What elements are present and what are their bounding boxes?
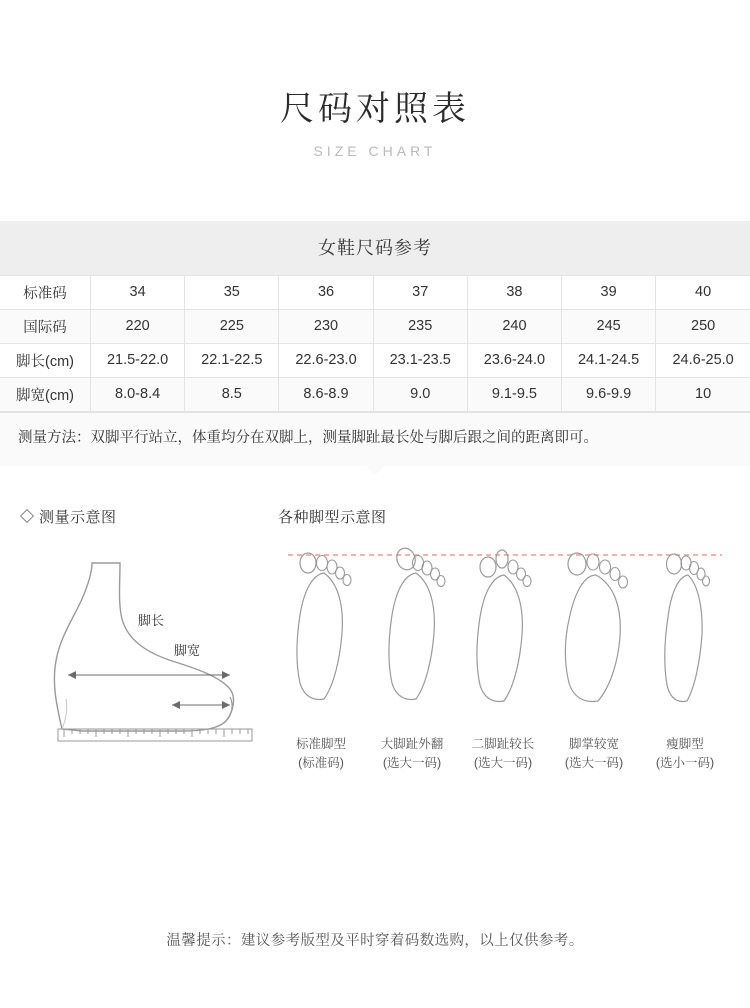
foot-type-item [278, 729, 364, 773]
foot-type-advice: (标准码) [298, 756, 344, 770]
table-cell: 9.0 [373, 377, 467, 411]
size-table-section [0, 221, 750, 467]
table-cell: 245 [562, 309, 656, 343]
table-cell: 22.1-22.5 [185, 343, 279, 377]
foot-measure-diagram [22, 533, 258, 743]
foot-type-advice: (选小一码) [655, 756, 715, 770]
foot-shape-long-second-toe [477, 550, 531, 701]
caret-down-icon [366, 466, 384, 475]
page-subtitle: SIZE CHART [313, 142, 437, 159]
page-header [0, 0, 750, 159]
foot-type-item [551, 729, 637, 773]
table-cell: 23.6-24.0 [467, 343, 561, 377]
foot-type-name: 标准脚型 [295, 737, 346, 752]
table-cell: 220 [91, 309, 185, 343]
table-cell: 8.0-8.4 [91, 377, 185, 411]
table-cell: 35 [185, 275, 279, 309]
table-cell: 225 [185, 309, 279, 343]
table-cell: 230 [279, 309, 373, 343]
table-cell: 37 [373, 275, 467, 309]
size-table [0, 275, 750, 412]
foot-length-label: 脚长 [134, 610, 168, 629]
table-row [0, 309, 750, 343]
row-label: 脚宽(cm) [0, 377, 91, 411]
foot-shape-wide [565, 553, 627, 701]
measure-diagram-block [22, 506, 260, 773]
table-cell: 24.1-24.5 [562, 343, 656, 377]
foot-type-name: 脚掌较宽 [568, 737, 619, 752]
table-cell: 38 [467, 275, 561, 309]
table-cell: 22.6-23.0 [279, 343, 373, 377]
foot-type-item [369, 729, 455, 773]
table-cell: 23.1-23.5 [373, 343, 467, 377]
table-cell: 40 [656, 275, 750, 309]
row-label: 国际码 [0, 309, 91, 343]
row-label: 标准码 [0, 275, 91, 309]
diamond-icon [20, 509, 34, 523]
table-cell: 9.1-9.5 [467, 377, 561, 411]
footer-tip: 温馨提示：建议参考版型及平时穿着码数选购，以上仅供参考。 [166, 933, 584, 949]
row-label: 脚长(cm) [0, 343, 91, 377]
table-cell: 21.5-22.0 [91, 343, 185, 377]
diagram-section [0, 506, 750, 773]
foot-type-captions [278, 729, 728, 773]
foot-shape-standard [297, 553, 351, 699]
size-table-caption: 女鞋尺码参考 [0, 221, 750, 275]
measure-diagram-title-text: 测量示意图 [39, 509, 117, 527]
foot-type-name: 大脚趾外翻 [380, 737, 444, 752]
foot-width-label: 脚宽 [170, 640, 204, 659]
measure-method-text: 测量方法：双脚平行站立，体重均分在双脚上，测量脚趾最长处与脚后跟之间的距离即可。 [18, 429, 598, 446]
foot-types-diagram [278, 541, 732, 711]
table-cell: 8.5 [185, 377, 279, 411]
table-cell: 24.6-25.0 [656, 343, 750, 377]
measure-method-note [0, 412, 750, 467]
foot-type-advice: (选大一码) [473, 756, 533, 770]
foot-types-block [260, 506, 728, 773]
foot-types-title: 各种脚型示意图 [278, 509, 387, 527]
measure-diagram-title [22, 506, 260, 527]
table-row [0, 275, 750, 309]
foot-type-item [460, 729, 546, 773]
foot-type-name: 二脚趾较长 [471, 737, 535, 752]
table-cell: 10 [656, 377, 750, 411]
foot-type-advice: (选大一码) [564, 756, 624, 770]
table-cell: 39 [562, 275, 656, 309]
table-cell: 8.6-8.9 [279, 377, 373, 411]
table-cell: 36 [279, 275, 373, 309]
table-cell: 235 [373, 309, 467, 343]
foot-type-item [642, 729, 728, 773]
table-cell: 9.6-9.9 [562, 377, 656, 411]
foot-type-advice: (选大一码) [382, 756, 442, 770]
page-title: 尺码对照表 [280, 90, 470, 128]
table-cell: 240 [467, 309, 561, 343]
foot-shape-bunion [389, 546, 445, 700]
table-cell: 250 [656, 309, 750, 343]
table-cell: 34 [91, 275, 185, 309]
table-row [0, 377, 750, 411]
foot-shape-narrow [665, 554, 710, 701]
table-row [0, 343, 750, 377]
foot-type-name: 瘦脚型 [666, 737, 704, 752]
